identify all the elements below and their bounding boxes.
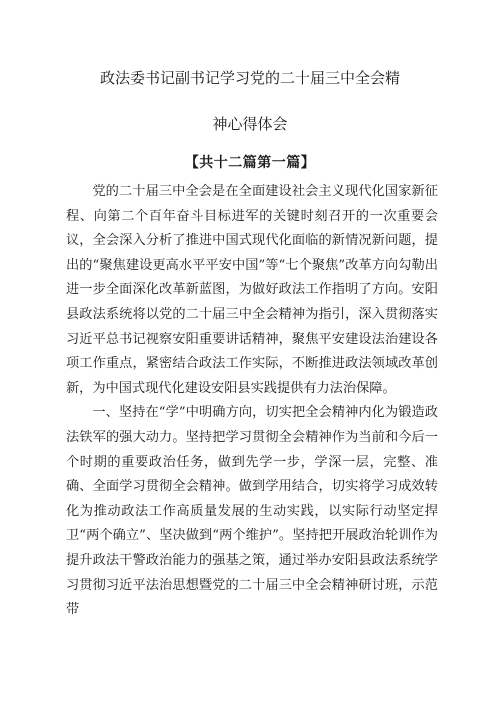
section-heading: 【共十二篇第一篇】 [184,155,316,171]
document-title-line-2: 神心得体会 [212,115,288,133]
body-paragraph-2: 一、坚持在“学”中明确方向，切实把全会精神内化为锻造政法铁军的强大动力。坚持把学习贯彻全会精神作为当前和今后一个时期的重要政治任务，做到先学一步，学深一层，完整、准确、全面学习贯彻全会精神。做到学用结合，切实将学习成效转化为推动政法工作高质量发展的生动实践，以实际行动坚定捍卫“两个确立”、坚决做到“两个维护”。坚持把开展政治轮训作为提升政法干警政治能力的强基之策，通过举办安阳县政法系统学习贯彻习近平法治思想暨党的二十届三中全会精神研讨班，示范带 [66,405,438,618]
document-body [66,180,438,623]
document-title-line-1: 政法委书记副书记学习党的二十届三中全会精 [99,69,400,87]
body-paragraph-1: 党的二十届三中全会是在全面建设社会主义现代化国家新征程、向第二个百年奋斗目标进军的关键时刻召开的一次重要会议，全会深入分析了推进中国式现代化面临的新情况新问题，提出的“聚焦建设更高水平平安中国”等“七个聚焦”改革方向勾勒出进一步全面深化改革新蓝图，为做好政法工作指明了方向。安阳县政法系统将以党的二十届三中全会精神为指引，深入贯彻落实习近平总书记视察安阳重要讲话精神，聚焦平安建设法治建设各项工作重点，紧密结合政法工作实际，不断推进政法领域改革创新，为中国式现代化建设安阳县实践提供有力法治保障。 [66,184,438,396]
